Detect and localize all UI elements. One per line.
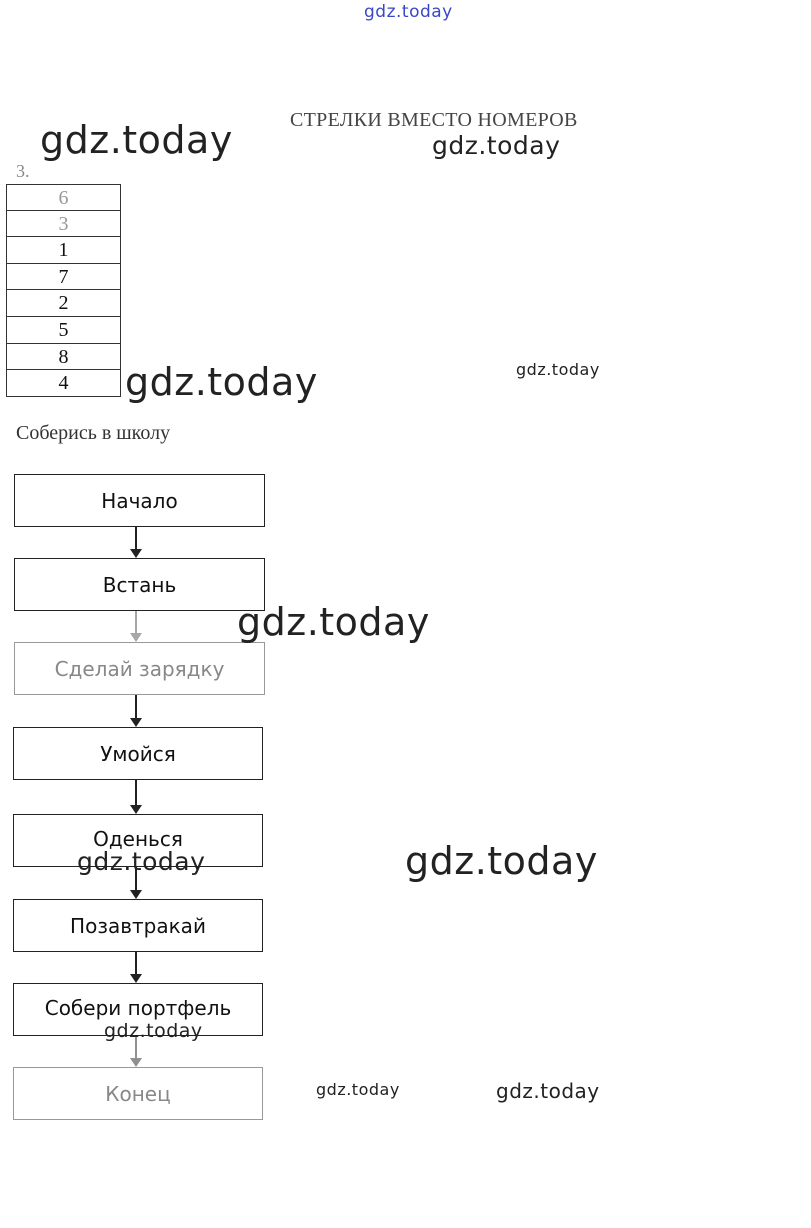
number-cell: 6 (6, 184, 121, 211)
task-number: 3. (16, 161, 30, 181)
flowchart-arrow (130, 611, 142, 642)
number-cell: 2 (6, 290, 121, 317)
number-cell: 4 (6, 370, 121, 397)
flowchart-step: Умойся (13, 727, 263, 780)
flowchart-step: Сделай зарядку (14, 642, 265, 695)
flowchart-step: Собери портфель (13, 983, 263, 1036)
flowchart-step-end: Конец (13, 1067, 263, 1120)
section-title: Соберись в школу (16, 422, 171, 444)
number-cell: 7 (6, 264, 121, 291)
watermark: gdz.today (237, 600, 430, 644)
flowchart-step: Позавтракай (13, 899, 263, 952)
watermark: gdz.today (316, 1080, 400, 1099)
watermark: gdz.today (104, 1020, 203, 1042)
number-cell: 3 (6, 211, 121, 238)
flowchart-arrow (130, 695, 142, 727)
watermark: gdz.today (496, 1079, 600, 1103)
watermark: gdz.today (125, 360, 318, 404)
flowchart-step-start: Начало (14, 474, 265, 527)
flowchart-arrow (130, 780, 142, 814)
watermark: gdz.today (40, 118, 233, 162)
watermark: gdz.today (405, 839, 598, 883)
number-cell: 5 (6, 317, 121, 344)
flowchart-step: Встань (14, 558, 265, 611)
number-cell: 8 (6, 344, 121, 371)
watermark: gdz.today (77, 847, 206, 876)
number-table (6, 184, 121, 397)
flowchart-arrow (130, 952, 142, 983)
watermark: gdz.today (516, 360, 600, 379)
number-cell: 1 (6, 237, 121, 264)
flowchart-step: Оденься (13, 814, 263, 867)
flowchart-arrow (130, 527, 142, 558)
watermark: gdz.today (432, 131, 561, 160)
watermark-top[interactable]: gdz.today (364, 2, 453, 22)
page-title: СТРЕЛКИ ВМЕСТО НОМЕРОВ (290, 109, 578, 131)
